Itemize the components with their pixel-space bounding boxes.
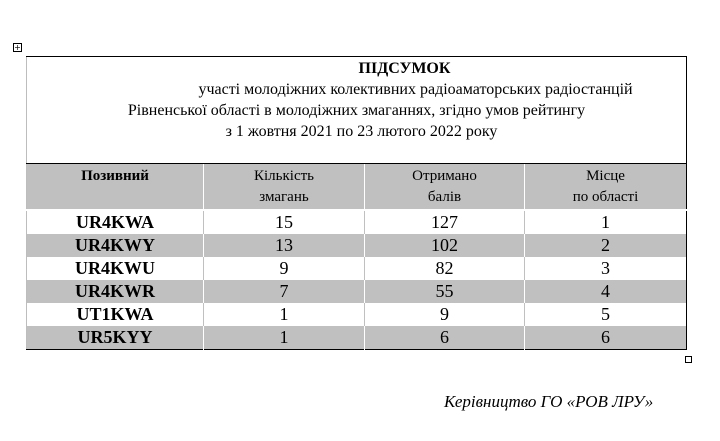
place-cell: 1 xyxy=(601,212,610,232)
points-cell: 6 xyxy=(365,326,525,350)
contests-cell: 15 xyxy=(204,210,365,234)
column-header-contests: Кількість змагань xyxy=(204,164,365,211)
points-cell: 127 xyxy=(365,210,525,234)
place-cell: 2 xyxy=(525,234,687,257)
title-cell xyxy=(27,57,687,164)
callsign-cell: UR5KYY xyxy=(27,326,204,350)
callsign-cell: UT1KWA xyxy=(27,303,204,326)
table-title: ПІДСУМОК xyxy=(358,60,451,77)
table-row xyxy=(27,234,687,257)
table-row xyxy=(27,210,687,234)
callsign-cell: UR4KWU xyxy=(27,257,204,280)
place-cell: 5 xyxy=(601,304,610,324)
callsign-cell: UR4KWR xyxy=(27,280,204,303)
points-cell: 82 xyxy=(365,257,525,280)
table-move-handle-icon[interactable]: + xyxy=(14,43,21,52)
header-row xyxy=(27,164,687,211)
points-cell: 55 xyxy=(365,280,525,303)
title-line-4: з 1 жовтня 2021 по 23 лютого 2022 року xyxy=(225,123,498,140)
table-resize-handle[interactable] xyxy=(685,356,692,363)
table-row xyxy=(27,257,687,280)
contests-cell: 9 xyxy=(204,257,365,280)
table-row xyxy=(27,280,687,303)
results-table xyxy=(26,56,687,350)
title-line-2: участі молодіжних колективних радіоаматорських радіостанцій xyxy=(198,81,633,98)
place-cell: 4 xyxy=(525,280,687,303)
table-row xyxy=(27,326,687,350)
place-cell: 6 xyxy=(525,326,687,350)
footer-signature: Керівництво ГО «РОВ ЛРУ» xyxy=(444,392,654,411)
contests-cell: 13 xyxy=(204,234,365,257)
table-row xyxy=(27,303,687,326)
points-cell: 9 xyxy=(365,303,525,326)
contests-cell: 7 xyxy=(204,280,365,303)
column-header-place: Місце по області xyxy=(525,164,687,211)
column-header-points: Отримано балів xyxy=(365,164,525,211)
callsign-cell: UR4KWA xyxy=(27,210,204,234)
column-header-callsign: Позивний xyxy=(27,164,204,211)
contests-cell: 1 xyxy=(204,303,365,326)
points-cell: 102 xyxy=(365,234,525,257)
callsign-cell: UR4KWY xyxy=(27,234,204,257)
contests-cell: 1 xyxy=(204,326,365,350)
title-line-3: Рівненської області в молодіжних змаганнях, згідно умов рейтингу xyxy=(127,102,586,119)
place-cell: 3 xyxy=(601,258,610,278)
